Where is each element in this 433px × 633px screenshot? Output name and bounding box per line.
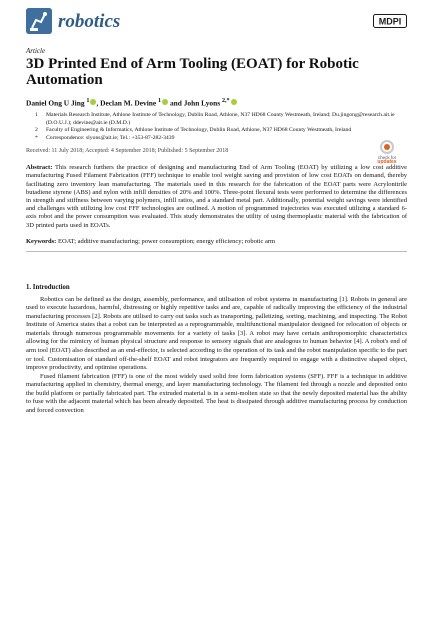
affiliation-number: 2 (35, 127, 38, 134)
author-3-affiliation: 2,* (221, 98, 230, 104)
author-1-affiliation: 1 (86, 98, 90, 104)
article-type: Article (26, 47, 46, 55)
section-heading: 1. Introduction (26, 283, 70, 291)
publication-dates: Received: 11 July 2018; Accepted: 4 September 2018; Published: 5 September 2018 (26, 148, 229, 155)
section-body (26, 296, 407, 416)
affiliation-2 (26, 127, 407, 134)
abstract (26, 164, 407, 230)
author-2: , Declan M. Devine (96, 98, 159, 108)
mdpi-logo (373, 14, 407, 28)
journal-header (26, 8, 407, 42)
keywords-text: EOAT; additive manufacturing; power consumption; energy efficiency; robotic arm (56, 237, 276, 245)
publisher-name: MDPI (378, 16, 402, 27)
orcid-icon[interactable] (231, 99, 237, 105)
check-updates-line2: updates (377, 159, 397, 166)
affiliation-text: Materials Research Institute, Athlone Institute of Technology, Dublin Road, Athlone, N37 HD68 County Westmeath, Ireland; Du.jingong@research.ait.ie (D.O.U.J.); ddevine@ait.ie (D.M.D.) (46, 112, 395, 126)
paragraph: Fused filament fabrication (FFF) is one of the most widely used solid free form fabrication systems (SFF). FFF is a technique in additive manufacturing applied in chemistry, thermal energy, and layer manufacturing technology. The filament fed through a nozzle and deposited onto the build platform or partially fabricated part. The extruded material is in a semi-molten state so that the newly deposited material has the ability to fuse with the adjacent material which has been already deposited. The heat is dissipated through additive manufacturing process by conduction and forced convection (26, 372, 407, 414)
paragraph: Robotics can be defined as the design, assembly, performance, and utilisation of robot systems in manufacturing [1]. Robots in general are used to execute hazardous, harmful, distressing or highly repetitive tasks and are, capable of radically improving the efficiency of the industrial manufacturing processes [2]. Robots are utilised to carry out tasks such as transporting, palletizing, sorting, machining, and inspecting. The Robot Institute of America states that a robot can be interpreted as a reprogrammable, multifunctional manipulator designed for relocation of objects or materials through numerous programmable movements for a variety of tasks [3]. A robot may have certain anthropomorphic characteristics allowing for the mimicry of human physical structure and response to sensory signals that are analogous to human behavior [4]. A robot's end of arm tool (EOAT) also described as an end-effector, is selected according to the operation of its task and the robot manipulation specific to the part or tool. Customisation of standard off-the-shelf EOAT and robot integrators are frequently required to engage with a distinctive shaped object, improve productivity, and optimise operations. (26, 295, 407, 372)
author-list (26, 98, 407, 107)
correspondence-text: Correspondence: slyons@ait.ie; Tel.: +353-87-282-3439 (46, 134, 175, 141)
keywords (26, 238, 407, 245)
article-title: 3D Printed End of Arm Tooling (EOAT) for Robotic Automation (26, 56, 359, 88)
author-2-affiliation: 1 (158, 98, 162, 104)
journal-logo-icon (26, 8, 52, 34)
correspondence-mark: * (35, 134, 38, 141)
author-3: and John Lyons (168, 98, 222, 108)
author-1: Daniel Ong U Jing (26, 98, 87, 108)
check-for-updates-badge[interactable] (367, 140, 407, 165)
divider (26, 251, 407, 252)
affiliation-number: 1 (35, 112, 38, 119)
abstract-label: Abstract: (26, 164, 53, 172)
affiliation-1 (26, 112, 407, 127)
correspondence (26, 135, 407, 142)
check-updates-icon (380, 140, 394, 154)
check-updates-line1: check for (377, 155, 397, 161)
affiliation-text: Faculty of Engineering & Informatics, Athlone Institute of Technology, Dublin Road, Athlone, N37 HD68 County Westmeath, Ireland (46, 127, 352, 134)
keywords-label: Keywords: (26, 237, 57, 245)
abstract-text: This research furthers the practice of designing and manufacturing End of Arm Tooling (EOAT) by utilizing a low cost additive manufacturing Fused Filament Fabrication (FFF) technique to enable tool weight saving and provision of low cost EOATs on demand, thereby facilitating zero inventory lean manufacturing. The materials used in this research for the fabrication of the EOAT parts were Acrylonitrile butadiene styrene (ABS) and nylon with infill densities of 20% and 100%. Three-point flexural tests were performed to determine the differences in strength and stiffness between varying polymers, infill ratios, and a standard metal part. Additionally, potential weight savings were identified and challenges with utilizing low cost FFF technologies are outlined. A motion of programmed trajectories was executed utilizing a standard 6-axis robot and the power consumption was evaluated. This study demonstrates the utility of using thermoplastic material with the fabrication of 3D printed parts used in EOATs. (26, 164, 407, 229)
journal-name: robotics (58, 11, 121, 32)
